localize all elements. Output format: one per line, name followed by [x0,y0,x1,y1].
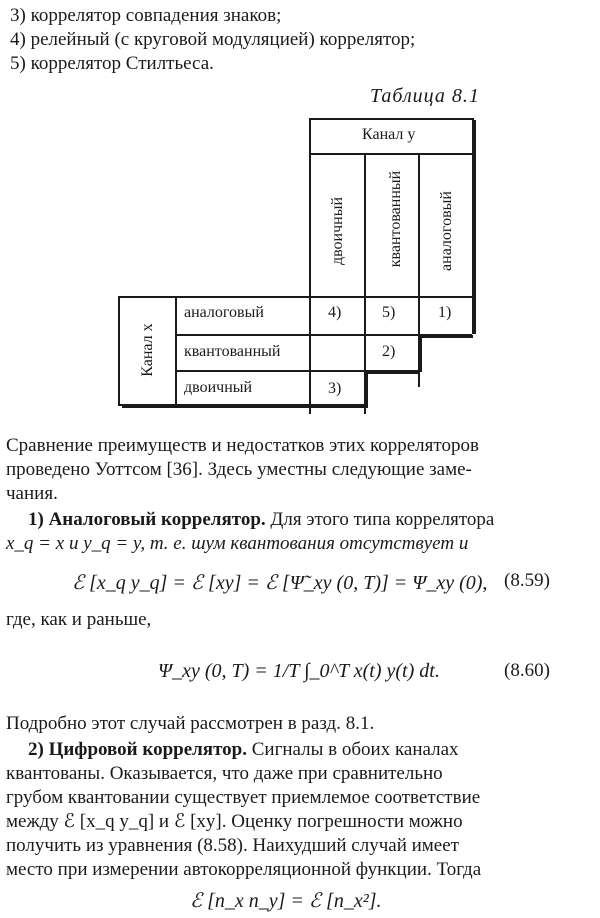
equation-number-8-59: (8.59) [504,570,550,591]
row-label-quantized: квантованный [184,343,281,360]
paragraph-4-line-5: получить из уравнения (8.58). Наихудший случай имеет [6,835,459,856]
digital-correlator-heading: 2) Цифровой коррелятор. [28,739,247,760]
paragraph-4-line-6: место при измерении автокорреляционной функции. Тогда [6,859,482,880]
paragraph-1-line-2: проведено Уоттсом [36]. Здесь уместны следующие заме- [6,459,472,480]
list-item-4: 4) релейный (с круговой модуляцией) коррелятор; [10,29,416,50]
col-label-analog: аналоговый [438,191,455,271]
paragraph-4-line-1: 2) Цифровой коррелятор. Сигналы в обоих каналах [28,739,459,760]
list-item-3: 3) коррелятор совпадения знаков; [10,5,282,26]
col-header-channel-y: Канал y [362,126,416,143]
col-label-quantized: квантованный [387,170,404,268]
paragraph-3: Подробно этот случай рассмотрен в разд. 8.1. [6,713,375,734]
equation-last: ℰ [n_x n_y] = ℰ [n_x²]. [190,890,382,912]
cell-r2-c0: 3) [328,380,342,397]
paragraph-4-line-4: между ℰ [x_q y_q] и ℰ [xy]. Оценку погрешности можно [6,811,463,832]
paragraph-2-line-2: x_q = x и y_q = y, т. е. шум квантования отсутствует и [6,533,469,554]
cell-r0-c2: 1) [438,304,452,321]
equation-8-60-text: Ψ_xy (0, T) = 1/T ∫_0^T x(t) y(t) dt. [158,660,440,682]
row-header-channel-x: Канал x [139,323,156,377]
row-label-binary: двоичный [184,379,253,396]
paragraph-1-line-3: чания. [6,483,58,504]
where-as-before: где, как и раньше, [6,609,152,630]
equation-number-8-60: (8.60) [504,660,550,681]
col-label-binary: двоичный [329,196,346,266]
paragraph-2-line-1: 1) Аналоговый коррелятор. Для этого типа коррелятора [28,509,495,530]
paragraph-1-line-1: Сравнение преимуществ и недостатков этих корреляторов [6,435,479,456]
cell-r0-c0: 4) [328,304,342,321]
equation-8-59: ℰ [x_q y_q] = ℰ [xy] = ℰ [Ψ̃_xy (0, T)] = Ψ_xy (0), [72,572,488,594]
cell-r0-c1: 5) [382,304,396,321]
table-caption: Таблица 8.1 [370,85,480,107]
cell-r1-c1: 2) [382,343,396,360]
list-item-5: 5) коррелятор Стилтьеса. [10,53,214,74]
paragraph-4-line-2: квантованы. Оказывается, что даже при сравнительно [6,763,443,784]
analog-correlator-heading: 1) Аналоговый коррелятор. [28,509,266,530]
paragraph-4-line-3: грубом квантовании существует приемлемое соответствие [6,787,481,808]
row-label-analog: аналоговый [184,304,264,321]
